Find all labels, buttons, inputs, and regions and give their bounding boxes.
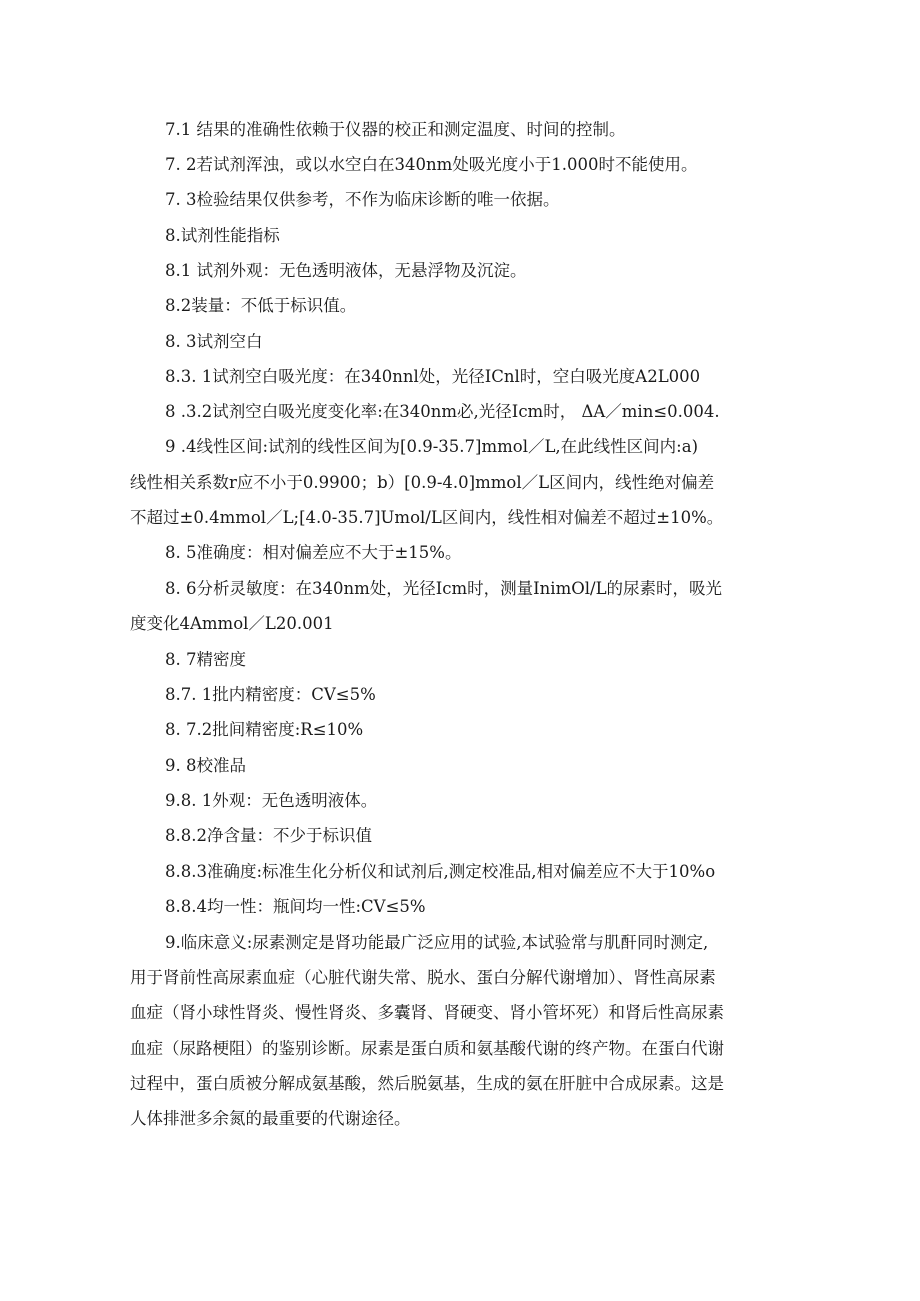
text-line: 8.7. 1批内精密度：CV≤5% [165,685,376,704]
text-line: 8. 7.2批间精密度:R≤10% [165,720,364,739]
text-line: 8.1 试剂外观：无色透明液体，无悬浮物及沉淀。 [165,261,527,280]
text-line: 7. 2若试剂浑浊，或以水空白在340nm处吸光度小于1.000时不能使用。 [165,155,698,174]
text-line: 8. 5准确度：相对偏差应不大于±15%。 [165,543,462,562]
subsection-heading: 8. 3试剂空白 [165,332,263,351]
subsection-heading: 8. 7精密度 [165,650,246,669]
text-line: 8.2装量：不低于标识值。 [165,296,357,315]
text-line: 8.3. 1试剂空白吸光度：在340nnl处，光径ICnl时，空白吸光度A2L000 [165,367,701,386]
text-line: 血症（尿路梗阻）的鉴别诊断。尿素是蛋白质和氨基酸代谢的终产物。在蛋白代谢 [130,1039,724,1058]
text-line: 7. 3检验结果仅供参考，不作为临床诊断的唯一依据。 [165,190,560,209]
text-line: 7.1 结果的准确性依赖于仪器的校正和测定温度、时间的控制。 [165,120,626,139]
section-heading: 9.临床意义:尿素测定是肾功能最广泛应用的试验,本试验常与肌酐同时测定, [165,933,709,952]
text-line: 过程中，蛋白质被分解成氨基酸，然后脱氨基，生成的氨在肝脏中合成尿素。这是 [130,1074,724,1093]
text-line: 用于肾前性高尿素血症（心脏代谢失常、脱水、蛋白分解代谢增加）、肾性高尿素 [130,968,716,987]
text-line: 度变化4Ammol／L20.001 [130,614,334,633]
section-heading: 8.试剂性能指标 [165,226,280,245]
text-line: 8.8.4均一性：瓶间均一性:CV≤5% [165,897,426,916]
text-line: 8 .3.2试剂空白吸光度变化率:在340nm必,光径Icm时， ΔA／min≤0.004. [165,402,720,421]
text-line: 人体排泄多余氮的最重要的代谢途径。 [130,1109,411,1128]
text-line: 血症（肾小球性肾炎、慢性肾炎、多囊肾、肾硬变、肾小管坏死）和肾后性高尿素 [130,1003,724,1022]
text-line: 9 .4线性区间:试剂的线性区间为[0.9-35.7]mmol／L,在此线性区间内:a) [165,437,699,456]
text-line: 8.8.3准确度:标准生化分析仪和试剂后,测定校准品,相对偏差应不大于10%o [165,862,716,881]
text-line: 不超过±0.4mmol／L;[4.0-35.7]Umol/L区间内，线性相对偏差不超过±10%。 [130,508,724,527]
text-line: 8. 6分析灵敏度：在340nm处，光径Icm时，测量InimOl/L的尿素时，吸光 [165,579,723,598]
text-line: 8.8.2净含量：不少于标识值 [165,826,372,845]
text-line: 线性相关系数r应不小于0.9900；b）[0.9-4.0]mmol／L区间内，线性绝对偏差 [130,473,715,492]
subsection-heading: 9. 8校准品 [165,756,246,775]
text-line: 9.8. 1外观：无色透明液体。 [165,791,378,810]
